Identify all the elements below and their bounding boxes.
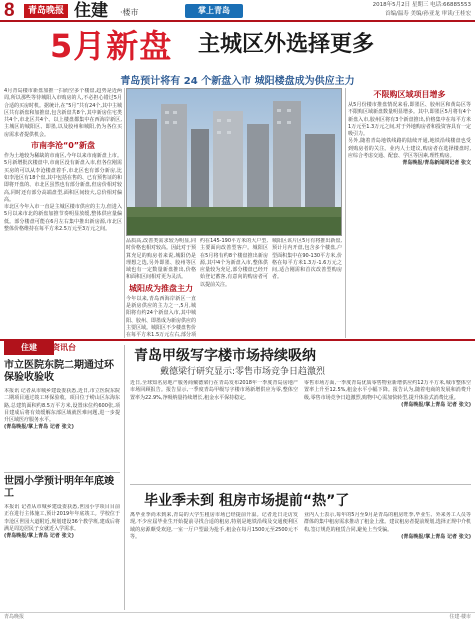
news2-byline: (青岛晚报/掌上青岛 记者 张文) <box>4 533 74 540</box>
column-divider <box>345 88 346 338</box>
brief-divider <box>4 472 120 473</box>
side-body-2: 另外,随着青岛地铁线路的陆续开通,地铁沿线楼盘也受到购房者的关注。业内人士建议,购房者在选择楼盘时,应综合考虑交通、配套、学区等因素,理性购房。 <box>348 138 471 160</box>
side-title: 不限购区域项目增多 <box>373 90 446 99</box>
page-footer <box>0 612 475 620</box>
headline3-byline: (青岛晚报/掌上青岛 记者 张文) <box>401 533 471 540</box>
side-column <box>348 88 471 338</box>
mid-text-a: 品质高,改善类需求较为明显,同时价格也相对较高。因此对于预算充足的购房者来说,城阳仍是理想之选,另外即墨、胶州等区域也有一定数量新盘推出,价格和面积区间相对更为灵活。 <box>126 238 196 281</box>
date-line: 2018年5月2日 星期三 电话:66885553 <box>372 2 471 8</box>
lead-intro: 4月青岛楼市新盘加推一扫而空多个楼盘,趋势是近两周,所以那些等待城阳入市购房的人,不必担心错过5月合适的买房时机。据统计,在“5月”共有24个,其中主城区共有新盘和加推盘,包含新盘共8个,其中新房住宅类共4个,市北区共4个、以上楼盘都集中在西海岸新区,主城区的城阳区、即墨,以及胶州和城阳,仍为各位买房需求者提供机会。 <box>4 88 122 138</box>
article-photo <box>126 88 342 236</box>
editor-line: 首编/温寿 美编/孙亚龙 审读/王桂宏 <box>384 11 471 17</box>
headline3-column-a <box>130 512 298 610</box>
news2-body <box>4 504 120 610</box>
footer-right: 住建·楼市 <box>449 614 471 620</box>
headline2-column-a <box>130 380 298 480</box>
headline2-text-a: 近日,全球知名房地产服务商戴德梁行在青岛发布2018年一季度青岛房地产市场回顾报告。报告显示,一季度青岛甲级写字楼市场新增供应为零,整体空置率为22.9%,净吸纳量持续增长,租金水平保持稳定。 <box>130 380 298 401</box>
lead-body: 作为土地较为稀缺的市南区,今年以来市南新盘上市。5月新增批次楼盘中,市南区没有新盘入市,但各位刚需买房的可以从李沧楼盘着手,市北区也有部分新房,比如李沧区有18个盘,其中包括在售的、已有预售证的和即将开盘的、市北区虽然也有部分新盘,但房价相对较高,同时还有部分高端盘型,面积区间较大,总价相对偏高。 <box>4 153 122 203</box>
news2-text: 本报讯 记者从市城乡建设委获悉,世园小学项目目前正在进行主体施工,预计2019年年底竣工。学校位于李沧区世园大道附近,规划建设36个教学班,建成后将满足周边居民子女就近入学需求。 <box>4 504 120 532</box>
mid-text-c: 约在145-190平方米的大户型,主要面向改善型客户。城阳区在5月将有约8个楼盘推出新房源,其中4个为新盘入市,整体供应量较为充足,部分楼盘已经开始登记蓄客,有意向的购房者可以提前关注。 <box>200 238 268 288</box>
headline3-text-a: 离毕业季尚未到来,青岛的大学生租房市场已经提前升温。记者近日走访发现,不少应届毕业生开始提前寻找合适的租房,特别是地铁沿线及交通便利区域的房源颇受欢迎,一室一厅户型最为抢手,租金在每月1500元至2500元不等。 <box>130 512 298 540</box>
news2-title: 世园小学预计明年年底竣工 <box>4 476 114 499</box>
news1-body <box>4 388 120 468</box>
article-divider <box>130 484 471 485</box>
section-title: 住建 <box>74 1 108 21</box>
news1-byline: (青岛晚报/掌上青岛 记者 张文) <box>4 424 74 431</box>
mid-text-d: 城阳区该片区5月有将推出新盘,预计月内开盘,包含多个楼盘,户型面积集中在90-130平方米,价格在每平方米1.3万-1.6万元之间,适合刚需和首次改善型购房者。 <box>272 238 342 281</box>
section-tag: 住建 <box>4 341 54 355</box>
mid-column-a <box>126 238 196 338</box>
lead-subtitle: 市南李沧“0”新盘 <box>30 141 96 151</box>
mid-subtitle: 城阳成为推盘主力 <box>129 283 193 293</box>
mid-column-c <box>272 238 342 338</box>
headline2-title: 青岛甲级写字楼市场持续吸纳 <box>134 348 316 364</box>
mid-column-b <box>200 238 268 338</box>
hero-main-title: 主城区外选择更多 <box>198 32 375 57</box>
headline2-column-b <box>304 380 471 480</box>
app-logo: 掌上青岛 <box>185 4 243 18</box>
lead-column <box>4 88 122 338</box>
hero-headline <box>0 24 475 70</box>
side-body: 从5月份楼市推盘情况来看,即墨区、胶州区和黄岛区等不限购区域新盘数量明显增多。其中,即墨区5月将有4个新盘入市,胶州区将有3个新盘推出,价格集中在每平方米1万元至1.3万元之间,对于外地购房者和投资客具有一定吸引力。 <box>348 102 471 138</box>
headline3-title: 毕业季未到 租房市场提前“热”了 <box>144 493 350 509</box>
headline2-text-b: 零售市场方面,一季度青岛优质零售物业新增供应约12万平方米,城市整体空置率上升至12.5%,租金水平小幅下降。报告认为,随着电商的发展和消费升级,零售市场竞争日趋激烈,购物中心需加快转型,提升体验式消费比重。 <box>304 380 471 401</box>
footer-left: 青岛晚报 <box>4 614 25 620</box>
section-tag-label: 资讯台 <box>52 343 76 352</box>
page-number: 8 <box>4 0 15 21</box>
column-divider <box>124 88 125 338</box>
headline3-text-b: 业内人士表示,每年的5月至9月是青岛的租房旺季,毕业生、外来务工人员等群体的集中租房需求推动了租金上涨。建议租房者提前规划,选择正规中介机构,签订规范的租赁合同,避免上当受骗。 <box>304 512 471 533</box>
mid-text-b: 今年以来,青岛西海岸新区一直是新房供应的主力之一,5月,城阳将有约24个新盘入市,其中城阳、胶州、即墨成为新房供应的主要区域。城阳区不少楼盘售价在每平方米1.5万元左右,部分项 <box>126 295 196 338</box>
city-skyline-image <box>127 89 342 236</box>
masthead <box>0 0 475 22</box>
side-byline: 青岛晚报/青岛新闻网记者 张文 <box>402 160 471 167</box>
hero-big-title: 5月新盘 <box>50 27 173 65</box>
masthead-meta <box>373 1 471 19</box>
section-subtitle: ·楼市 <box>120 8 139 17</box>
lead-tail: 市北区今年入市一直是主城区楼市供应的主力,但进入5月以来市北的新盘加推节奏明显放缓,整体供应量偏低。部分楼盘可能在6月左右集中推出新房源,市北区整体价格维持在每平方米2.5万元至3万元之间。 <box>4 204 122 233</box>
paper-logo: 青岛晚报 <box>24 4 68 18</box>
hero-subheadline: 青岛预计将有 24 个新盘入市 城阳楼盘成为供应主力 <box>120 76 355 87</box>
headline2-byline: (青岛晚报/掌上青岛 记者 张文) <box>401 401 471 408</box>
news1-text: 本报讯 记者从市城乡建设委获悉,近日,市立医院东院二期项目通过竣工环保验收。项目位于崂山区东海东路,总建筑面积约8.5万平方米,设置床位约600张,项目建成后将有效缓解东部区域就医难问题,进一步提升区域医疗服务水平。 <box>4 388 120 424</box>
headline3-column-b <box>304 512 471 610</box>
headline2-subtitle: 戴德梁行研究显示:零售市场竞争日趋激烈 <box>160 367 326 377</box>
news1-title: 市立医院东院二期通过环保验收验收 <box>4 360 114 383</box>
column-divider <box>124 345 125 610</box>
